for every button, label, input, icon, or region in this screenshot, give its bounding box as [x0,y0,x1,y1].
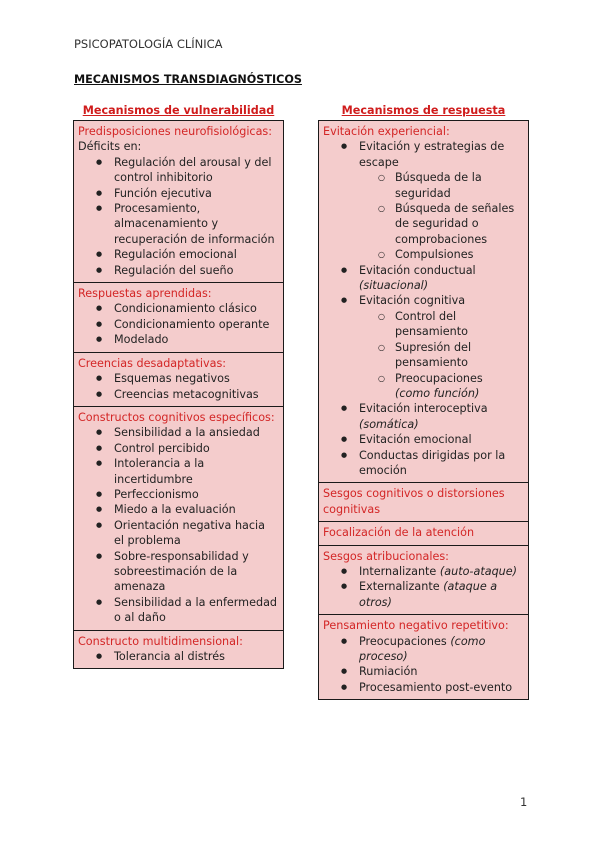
attention-focus-box [319,522,528,545]
list-item: ● Sensibilidad a la enfermedad o al daño [78,595,278,626]
list-item: ● Sobre-responsabilidad y sobreestimación de la amenaza [78,549,278,595]
sub-list-item: ○ Supresión del pensamiento [323,340,523,371]
box-title: Evitación experiencial: [323,125,450,138]
item-text: Evitación cognitiva [359,294,466,308]
list-item: ● Orientación negativa hacia el problema [78,518,278,549]
sub-list-item: ○ Compulsiones [323,247,523,262]
response-column-title: Mecanismos de respuesta [341,104,506,117]
vulnerability-column-title: Mecanismos de vulnerabilidad [82,104,275,117]
list-item [323,634,523,665]
list-item: ● Control percibido [78,441,278,456]
bullet-list [323,634,523,696]
item-text: Internalizante [359,564,437,578]
list-item: ● Condicionamiento operante [78,317,278,332]
item-note: (como función) [395,386,480,400]
list-item: ● Sensibilidad a la ansiedad [78,425,278,440]
page-header: PSICOPATOLOGÍA CLÍNICA [74,37,223,51]
list-item: ● Rumiación [323,664,523,679]
list-item [323,579,523,610]
item-note: (ataque a otros) [359,580,498,609]
box-title: Predisposiciones neurofisiológicas: [78,125,273,138]
item-text: Externalizante [359,580,440,594]
box-subtitle: Déficits en: [78,140,142,154]
experiential-avoidance-box [319,121,528,483]
item-text: Preocupaciones [359,634,447,648]
list-item: ● Función ejecutiva [78,186,278,201]
attributional-biases-box [319,546,528,616]
list-item: ● Conductas dirigidas por la emoción [323,448,523,479]
page-number: 1 [520,795,528,809]
item-note: (somática) [359,417,419,431]
list-item [323,564,523,579]
list-item [323,139,523,262]
sub-list [359,170,523,262]
list-item: ● Evitación emocional [323,432,523,447]
bullet-list [78,155,278,278]
list-item: ● Intolerancia a la incertidumbre [78,456,278,487]
item-text: Evitación interoceptiva [359,402,488,416]
item-note: (auto-ataque) [439,564,518,578]
item-note: (situacional) [359,279,429,293]
list-item: ● Modelado [78,332,278,347]
maladaptive-beliefs-box [74,353,283,407]
item-text: Preocupaciones [395,371,483,385]
vulnerability-table [73,120,284,669]
box-title: Pensamiento negativo repetitivo: [323,619,509,633]
response-table [318,120,529,700]
box-title: Constructos cognitivos específicos: [78,410,275,424]
learned-responses-box [74,283,283,353]
box-title: Sesgos cognitivos o distorsiones cognitivas [323,487,505,516]
sub-list [359,309,523,401]
list-item [323,293,523,401]
list-item: ● Perfeccionismo [78,487,278,502]
sub-list-item: ○ Control del pensamiento [323,309,523,340]
bullet-list [78,301,278,347]
multidimensional-construct-box [74,631,283,670]
list-item: ● Miedo a la evaluación [78,502,278,517]
box-title: Focalización de la atención [323,526,475,540]
sub-list-item: ○ Búsqueda de señales de seguridad o comprobaciones [323,201,523,247]
list-item: ● Regulación emocional [78,247,278,262]
list-item: ● Condicionamiento clásico [78,301,278,316]
neurophysiological-box [74,121,283,283]
list-item: ● Esquemas negativos [78,371,278,386]
repetitive-thinking-box [319,615,528,700]
item-note: (como proceso) [359,634,486,663]
list-item [323,401,523,432]
list-item: ● Tolerancia al distrés [78,649,278,664]
box-title: Creencias desadaptativas: [78,356,227,370]
box-title: Sesgos atribucionales: [323,549,449,563]
list-item: ● Procesamiento post-evento [323,680,523,695]
list-item: ● Regulación del sueño [78,263,278,278]
list-item [323,263,523,294]
section-title: MECANISMOS TRANSDIAGNÓSTICOS [74,73,302,86]
box-title: Constructo multidimensional: [78,634,243,648]
item-text: Evitación y estrategias de escape [359,140,505,169]
bullet-list [323,564,523,610]
sub-list-item [323,371,523,402]
bullet-list [78,371,278,402]
bullet-list [323,139,523,478]
bullet-list [78,425,278,625]
bullet-list [78,649,278,664]
list-item: ● Creencias metacognitivas [78,387,278,402]
cognitive-biases-box [319,483,528,522]
cognitive-constructs-box [74,407,283,631]
item-text: Evitación conductual [359,263,476,277]
list-item: ● Procesamiento, almacenamiento y recuperación de información [78,201,278,247]
sub-list-item: ○ Búsqueda de la seguridad [323,170,523,201]
list-item: ● Regulación del arousal y del control inhibitorio [78,155,278,186]
box-title: Respuestas aprendidas: [78,287,212,301]
